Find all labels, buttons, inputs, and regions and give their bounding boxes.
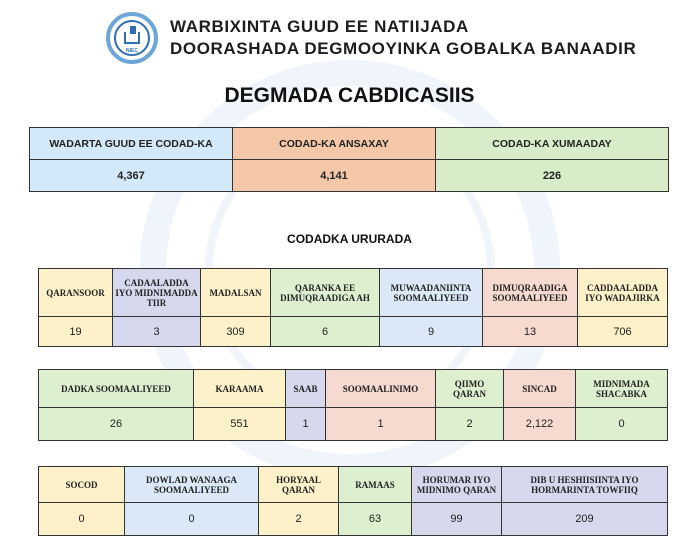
- party-votes: 9: [380, 317, 483, 347]
- party-name: SOOMAALINIMO: [326, 370, 436, 408]
- party-name: SAAB: [286, 370, 326, 408]
- party-name: DADKA SOOMAALIYEED: [39, 370, 194, 408]
- party-name: DIB U HESHIISIINTA IYO HORMARINTA TOWFIIQ: [502, 467, 668, 503]
- party-name: HORYAAL QARAN: [259, 467, 339, 503]
- party-votes: 3: [113, 317, 201, 347]
- party-votes-heading: CODADKA URURADA: [287, 232, 412, 246]
- total-votes-label: WADARTA GUUD EE CODAD-KA: [30, 128, 233, 160]
- party-name: SOCOD: [39, 467, 125, 503]
- party-table-2: [38, 369, 668, 441]
- party-votes: 1: [286, 408, 326, 441]
- invalid-votes-label: CODAD-KA XUMAADAY: [436, 128, 669, 160]
- commission-logo-icon: NIEC: [106, 12, 158, 64]
- party-table-1: [38, 268, 668, 347]
- party-name: CADAALADDA IYO MIDNIMADDA TIIR: [113, 269, 201, 317]
- party-name: DIMUQRAADIGA SOOMAALIYEED: [483, 269, 578, 317]
- party-votes: 706: [578, 317, 668, 347]
- party-table-3: [38, 466, 668, 536]
- party-votes: 26: [39, 408, 194, 441]
- party-votes: 209: [502, 503, 668, 536]
- party-votes: 551: [194, 408, 286, 441]
- report-title-line1: WARBIXINTA GUUD EE NATIIJADA: [170, 17, 469, 36]
- party-votes: 2: [259, 503, 339, 536]
- party-name: MADALSAN: [201, 269, 271, 317]
- party-name: MUWAADANIINTA SOOMAALIYEED: [380, 269, 483, 317]
- party-name: QARANKA EE DIMUQRAADIGA AH: [271, 269, 380, 317]
- party-name: SINCAD: [504, 370, 576, 408]
- party-name: CADDAALADDA IYO WADAJIRKA: [578, 269, 668, 317]
- summary-table: [29, 127, 669, 192]
- party-votes: 6: [271, 317, 380, 347]
- party-votes: 309: [201, 317, 271, 347]
- party-name: MIDNIMADA SHACABKA: [576, 370, 668, 408]
- total-votes-value: 4,367: [30, 160, 233, 192]
- valid-votes-value: 4,141: [233, 160, 436, 192]
- party-votes: 0: [576, 408, 668, 441]
- party-votes: 13: [483, 317, 578, 347]
- valid-votes-label: CODAD-KA ANSAXAY: [233, 128, 436, 160]
- party-votes: 0: [125, 503, 259, 536]
- party-votes: 63: [339, 503, 412, 536]
- party-name: DOWLAD WANAAGA SOOMAALIYEED: [125, 467, 259, 503]
- party-name: RAMAAS: [339, 467, 412, 503]
- district-title: DEGMADA CABDICASIIS: [224, 84, 475, 107]
- invalid-votes-value: 226: [436, 160, 669, 192]
- party-votes: 99: [412, 503, 502, 536]
- party-votes: 1: [326, 408, 436, 441]
- report-title-line2: DOORASHADA DEGMOOYINKA GOBALKA BANAADIR: [170, 39, 637, 58]
- party-name: KARAAMA: [194, 370, 286, 408]
- party-name: QIIMO QARAN: [436, 370, 504, 408]
- party-name: QARANSOOR: [39, 269, 113, 317]
- report-header: [106, 12, 636, 64]
- party-votes: 19: [39, 317, 113, 347]
- party-name: HORUMAR IYO MIDNIMO QARAN: [412, 467, 502, 503]
- party-votes: 2: [436, 408, 504, 441]
- party-votes: 2,122: [504, 408, 576, 441]
- party-votes: 0: [39, 503, 125, 536]
